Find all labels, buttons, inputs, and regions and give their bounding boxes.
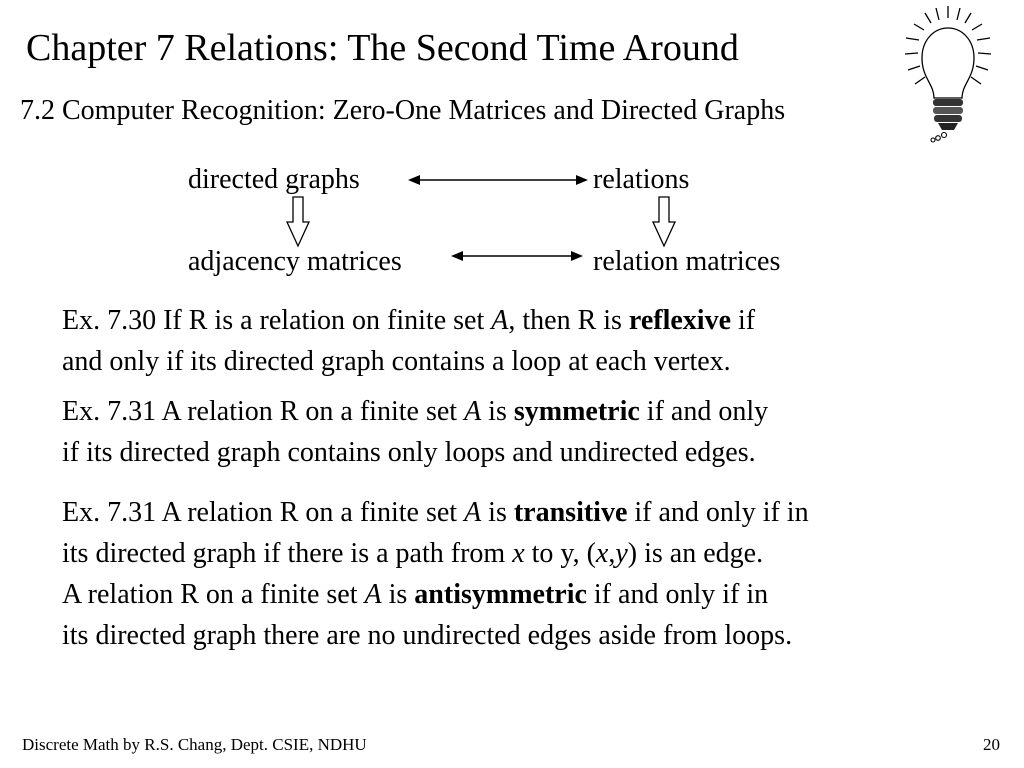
text-line: its directed graph there are no undirected edges aside from loops. <box>62 620 793 651</box>
text-line: A relation R on a finite set A is antisymmetric if and only if in <box>62 579 769 610</box>
text-line: Ex. 7.31 A relation R on a finite set A is symmetric if and only <box>62 396 769 427</box>
example-7-31-symmetric <box>62 391 768 473</box>
example-7-31-transitive <box>62 492 809 656</box>
text-line: and only if its directed graph contains a loop at each vertex. <box>62 346 731 377</box>
example-7-30 <box>62 300 755 382</box>
diagram-relations: relations <box>593 164 690 195</box>
text-line: if its directed graph contains only loops and undirected edges. <box>62 437 756 468</box>
footer-credit: Discrete Math by R.S. Chang, Dept. CSIE, NDHU <box>22 735 367 754</box>
section-subtitle: 7.2 Computer Recognition: Zero-One Matrices and Directed Graphs <box>20 95 786 126</box>
text-line: Ex. 7.30 If R is a relation on finite set A, then R is reflexive if <box>62 305 756 336</box>
page-number: 20 <box>983 735 1000 754</box>
page-title: Chapter 7 Relations: The Second Time Around <box>26 27 739 69</box>
text-line: Ex. 7.31 A relation R on a finite set A is transitive if and only if in <box>62 497 809 528</box>
double-headed-arrow-icon <box>451 248 583 264</box>
hollow-down-arrow-icon <box>652 196 676 248</box>
diagram-directed-graphs: directed graphs <box>188 164 360 195</box>
hollow-down-arrow-icon <box>286 196 310 248</box>
diagram-adjacency-matrices: adjacency matrices <box>188 246 402 277</box>
double-headed-arrow-icon <box>408 172 588 188</box>
lightbulb-icon <box>900 2 1000 147</box>
diagram-relation-matrices: relation matrices <box>593 246 781 277</box>
text-line: its directed graph if there is a path from x to y, (x,y) is an edge. <box>62 538 764 569</box>
